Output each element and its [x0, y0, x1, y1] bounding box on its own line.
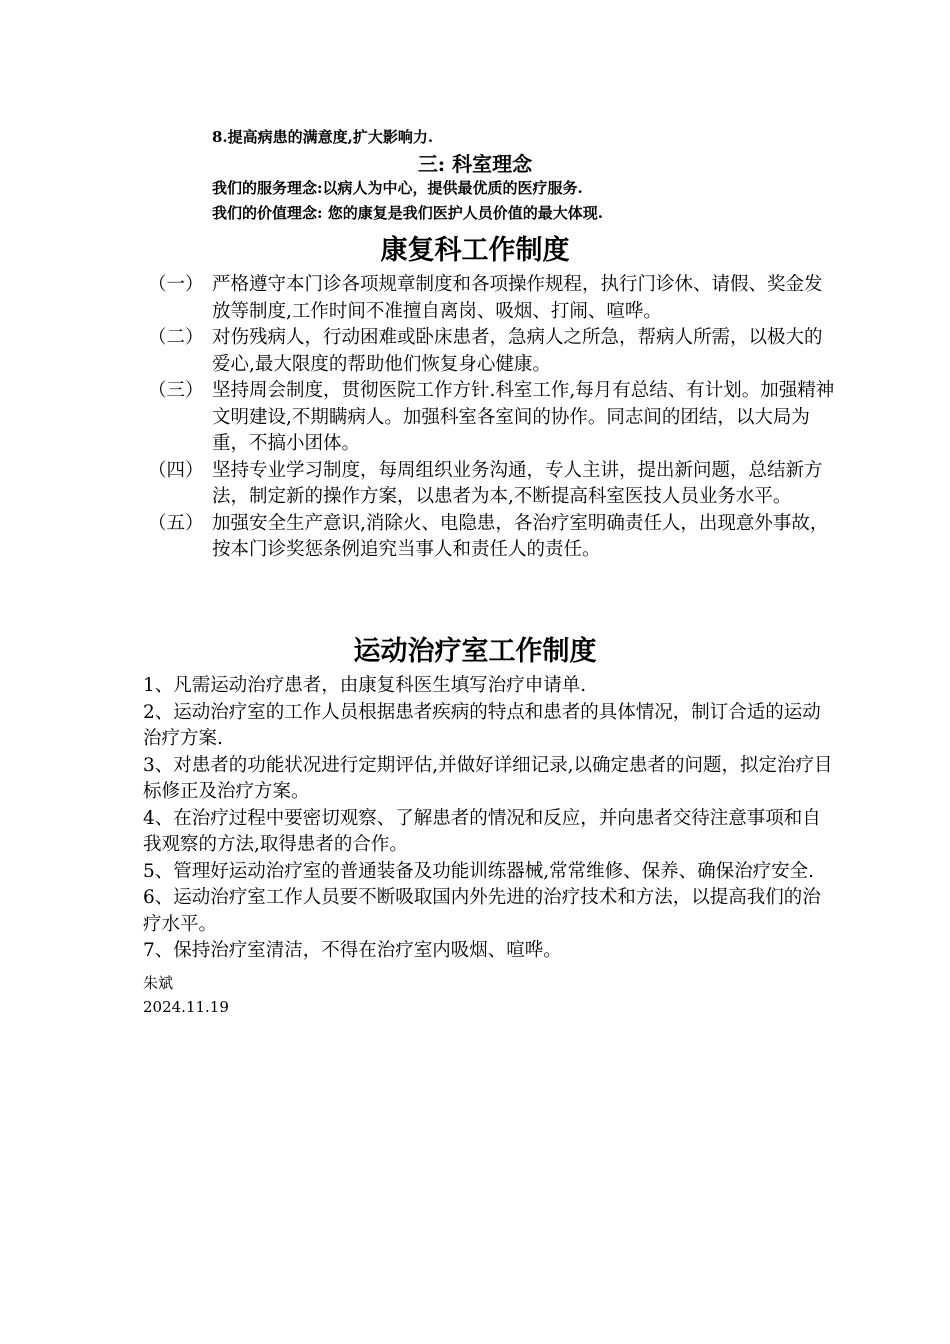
rule-text: 加强安全生产意识,消除火、电隐患，各治疗室明确责任人，出现意外事故，按本门诊奖惩条例追究当事人和责任人的责任。 [212, 512, 829, 560]
rehab-rule [148, 325, 838, 378]
goal-8-line: 8.提高病患的满意度,扩大影响力. [212, 128, 434, 146]
sport-rule-item: 5、管理好运动治疗室的普通装备及功能训练器械,常常维修、保养、确保治疗安全. [143, 860, 815, 882]
rule-text: 对伤残病人，行动困难或卧床患者，急病人之所急，帮病人所需，以极大的爱心,最大限度的帮助他们恢复身心健康。 [212, 327, 823, 375]
rehab-rules-list [148, 272, 838, 564]
sport-rule-item: 1、凡需运动治疗患者，由康复科医生填写治疗申请单. [143, 675, 587, 696]
service-concept-line: 我们的服务理念:以病人为中心，提供最优质的医疗服务. [212, 179, 583, 197]
sport-rule-item: 6、运动治疗室工作人员要不断吸取国内外先进的治疗技术和方法，以提高我们的治疗水平。 [143, 887, 821, 935]
rehab-rule [148, 458, 838, 511]
sport-rule-item: 7、保持治疗室清洁，不得在治疗室内吸烟、喧哗。 [143, 940, 562, 961]
signature-name: 朱斌 [143, 974, 174, 992]
sport-rule-item: 4、在治疗过程中要密切观察、了解患者的情况和反应，并向患者交待注意事项和自我观察的方法,取得患者的合作。 [143, 807, 821, 855]
value-concept-line: 我们的价值理念: 您的康复是我们医护人员价值的最大体现. [212, 204, 603, 222]
rule-number: （五） [148, 512, 204, 534]
rehab-title: 康复科工作制度 [380, 235, 570, 266]
sport-rule-item: 2、运动治疗室的工作人员根据患者疾病的特点和患者的具体情况，制订合适的运动治疗方案. [143, 701, 821, 749]
section-heading-concept: 三: 科室理念 [417, 152, 533, 176]
rule-number: （二） [148, 327, 204, 348]
rule-text: 严格遵守本门诊各项规章制度和各项操作规程，执行门诊休、请假、奖金发放等制度,工作时间不准擅自离岗、吸烟、打闹、喧哗。 [212, 274, 823, 322]
rule-number: （四） [148, 459, 204, 481]
rule-text: 坚持专业学习制度，每周组织业务沟通，专人主讲，提出新问题，总结新方法，制定新的操作方案，以患者为本,不断提高科室医技人员业务水平。 [212, 459, 823, 507]
rule-number: （三） [148, 380, 204, 401]
rehab-rule [148, 378, 838, 458]
rule-text: 坚持周会制度，贯彻医院工作方针.科室工作,每月有总结、有计划。加强精神文明建设,不期瞒病人。加强科室各室间的协作。同志间的团结，以大局为重，不搞小团体。 [212, 380, 835, 454]
signature-date: 2024.11.19 [143, 998, 229, 1016]
sport-rule-item: 3、对患者的功能状况进行定期评估,并做好详细记录,以确定患者的问题，拟定治疗目标修正及治疗方案。 [143, 754, 833, 802]
rule-number: （一） [148, 274, 204, 295]
sport-rules-list [143, 673, 833, 965]
rehab-rule [148, 511, 838, 564]
sport-therapy-title: 运动治疗室工作制度 [353, 636, 597, 667]
rehab-rule [148, 272, 838, 325]
